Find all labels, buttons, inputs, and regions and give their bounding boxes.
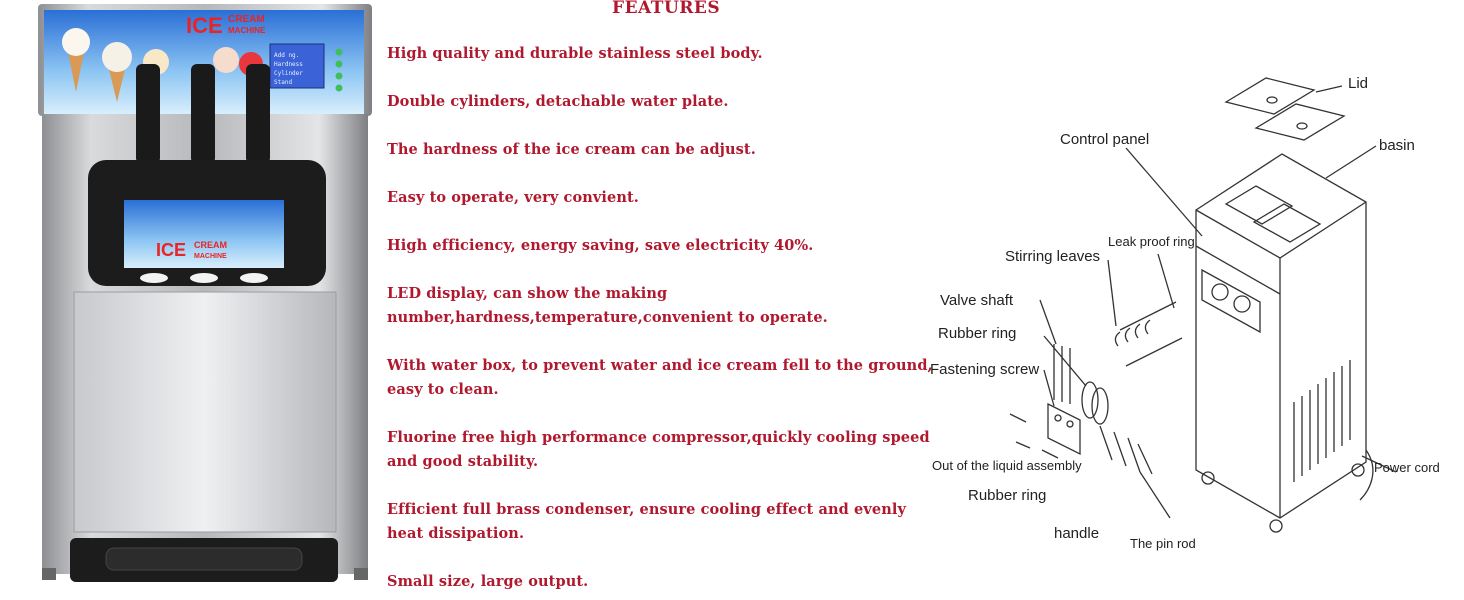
- feature-item-7: With water box, to prevent water and ice cream fell to the ground, easy to clean.: [387, 357, 933, 398]
- feature-item-9: Efficient full brass condenser, ensure cooling effect and evenly heat dissipation.: [387, 501, 906, 542]
- svg-text:MACHINE: MACHINE: [194, 253, 227, 260]
- label-leak-proof-ring: Leak proof ring: [1108, 234, 1195, 249]
- exploded-view-drawing: [930, 70, 1464, 560]
- display-line-3: Cylinder: [274, 70, 303, 77]
- feature-item-10: Small size, large output.: [387, 573, 589, 590]
- label-lid: Lid: [1348, 75, 1369, 92]
- label-pin-rod: The pin rod: [1130, 536, 1196, 551]
- label-out-of-liquid-assembly: Out of the liquid assembly: [932, 458, 1082, 473]
- svg-text:CREAM: CREAM: [194, 240, 227, 250]
- feature-item-6: LED display, can show the making number,hardness,temperature,convenient to operate.: [387, 285, 828, 326]
- product-photo: [36, 2, 376, 584]
- feature-item-4: Easy to operate, very convient.: [387, 189, 639, 206]
- display-line-2: Hardness: [274, 61, 303, 68]
- features-title: FEATURES: [612, 0, 721, 18]
- feature-item-8: Fluorine free high performance compressor,quickly cooling speed and good stability.: [387, 429, 930, 470]
- label-power-cord: Power cord: [1374, 460, 1440, 475]
- brand-cream: CREAM: [228, 14, 265, 25]
- svg-text:ICE: ICE: [156, 240, 187, 260]
- parts-diagram: [930, 70, 1464, 560]
- feature-item-1: High quality and durable stainless steel body.: [387, 45, 763, 62]
- label-handle: handle: [1054, 525, 1100, 542]
- feature-item-5: High efficiency, energy saving, save electricity 40%.: [387, 237, 814, 254]
- label-fastening-screw: Fastening screw: [930, 361, 1040, 378]
- display-line-1: Add ng.: [274, 52, 300, 59]
- label-rubber-ring-bottom: Rubber ring: [968, 487, 1047, 504]
- brand-ice: ICE: [186, 13, 223, 38]
- feature-item-3: The hardness of the ice cream can be adjust.: [387, 141, 756, 158]
- label-rubber-ring-top: Rubber ring: [938, 325, 1017, 342]
- ice-cream-machine-image: [36, 2, 376, 584]
- label-stirring-leaves: Stirring leaves: [1005, 248, 1101, 265]
- label-control-panel: Control panel: [1060, 131, 1150, 148]
- brand-machine: MACHINE: [228, 26, 266, 35]
- display-line-4: Stand: [274, 79, 293, 86]
- label-basin: basin: [1379, 137, 1415, 154]
- feature-item-2: Double cylinders, detachable water plate.: [387, 93, 729, 110]
- label-valve-shaft: Valve shaft: [940, 292, 1014, 309]
